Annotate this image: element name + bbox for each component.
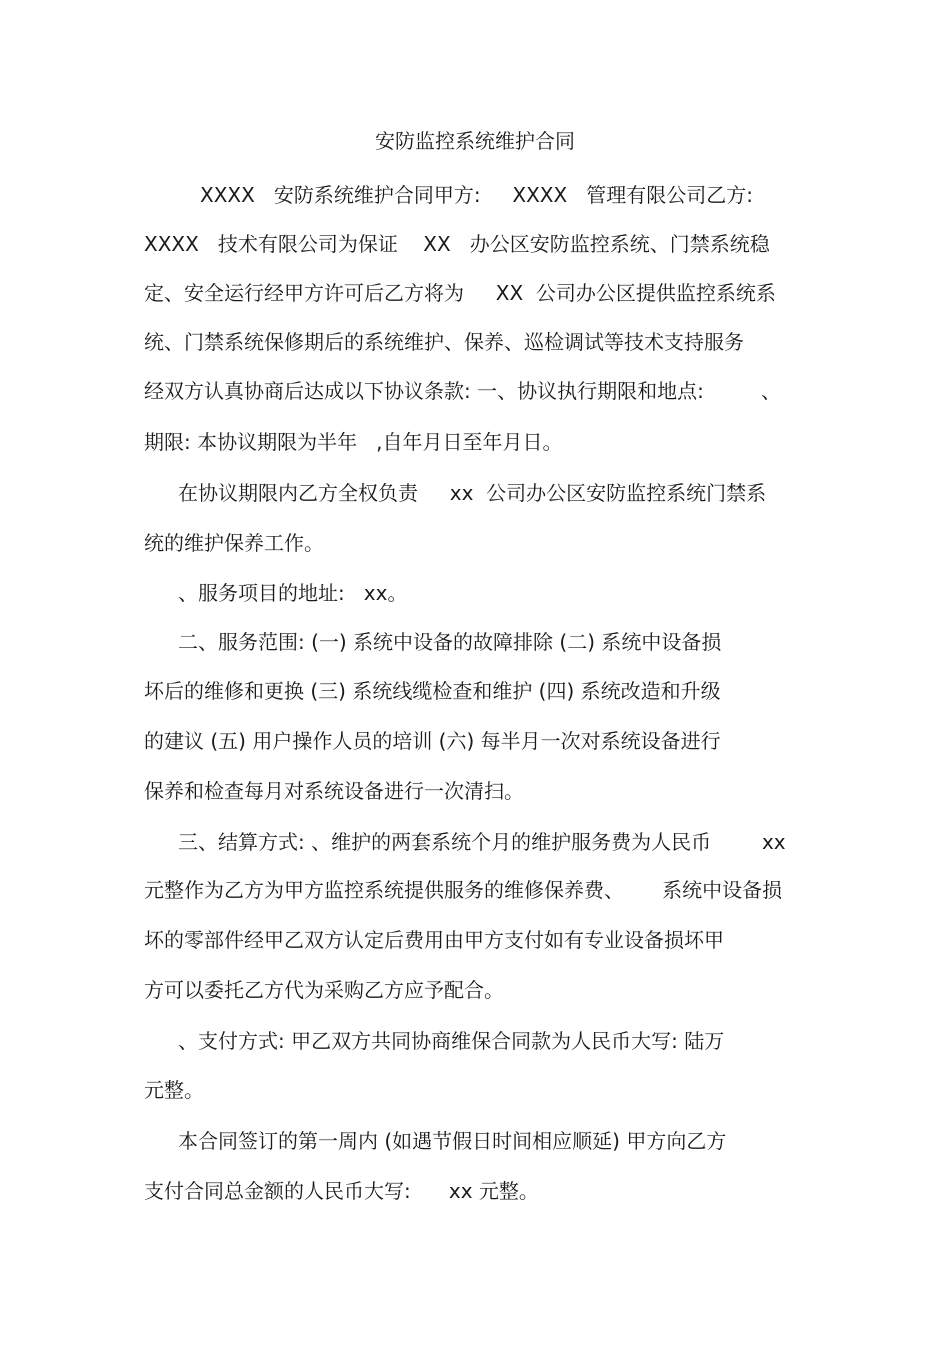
text-line-7: 在协议期限内乙方全权负责 xx 公司办公区安防监控系统门禁系 bbox=[178, 481, 767, 505]
text-line-5: 经双方认真协商后达成以下协议条款: 一、协议执行期限和地点: 、 bbox=[144, 379, 782, 403]
text-line-11: 坏后的维修和更换 (三) 系统线缆检查和维护 (四) 系统改造和升级 bbox=[144, 679, 721, 703]
text-line-16: 坏的零部件经甲乙双方认定后费用由甲方支付如有专业设备损坏甲 bbox=[144, 928, 724, 952]
text-line-13: 保养和检查每月对系统设备进行一次清扫。 bbox=[144, 779, 524, 803]
text-line-1: XXXX 安防系统维护合同甲方: XXXX 管理有限公司乙方: bbox=[200, 183, 754, 207]
text-line-12: 的建议 (五) 用户操作人员的培训 (六) 每半月一次对系统设备进行 bbox=[144, 729, 721, 753]
text-line-8: 统的维护保养工作。 bbox=[144, 531, 324, 555]
text-line-19: 元整。 bbox=[144, 1078, 204, 1102]
text-line-20: 本合同签订的第一周内 (如遇节假日时间相应顺延) 甲方向乙方 bbox=[178, 1129, 727, 1153]
text-line-15: 元整作为乙方为甲方监控系统提供服务的维修保养费、 系统中设备损 bbox=[144, 878, 783, 902]
text-line-9: 、服务项目的地址: xx。 bbox=[178, 581, 408, 605]
text-line-6: 期限: 本协议期限为半年 ,自年月日至年月日。 bbox=[144, 430, 563, 454]
text-line-18: 、支付方式: 甲乙双方共同协商维保合同款为人民币大写: 陆万 bbox=[178, 1029, 725, 1053]
text-line-17: 方可以委托乙方代为采购乙方应予配合。 bbox=[144, 978, 504, 1002]
document-title: 安防监控系统维护合同 bbox=[375, 129, 575, 153]
text-line-4: 统、门禁系统保修期后的系统维护、保养、巡检调试等技术支持服务 bbox=[144, 330, 744, 354]
text-line-2: XXXX 技术有限公司为保证 XX 办公区安防监控系统、门禁系统稳 bbox=[144, 232, 770, 256]
text-line-21: 支付合同总金额的人民币大写: xx 元整。 bbox=[144, 1179, 539, 1203]
text-line-14: 三、结算方式: 、维护的两套系统个月的维护服务费为人民币 xx bbox=[178, 830, 786, 854]
text-line-3: 定、安全运行经甲方许可后乙方将为 XX 公司办公区提供监控系统系 bbox=[144, 281, 776, 305]
text-line-10: 二、服务范围: (一) 系统中设备的故障排除 (二) 系统中设备损 bbox=[178, 630, 722, 654]
